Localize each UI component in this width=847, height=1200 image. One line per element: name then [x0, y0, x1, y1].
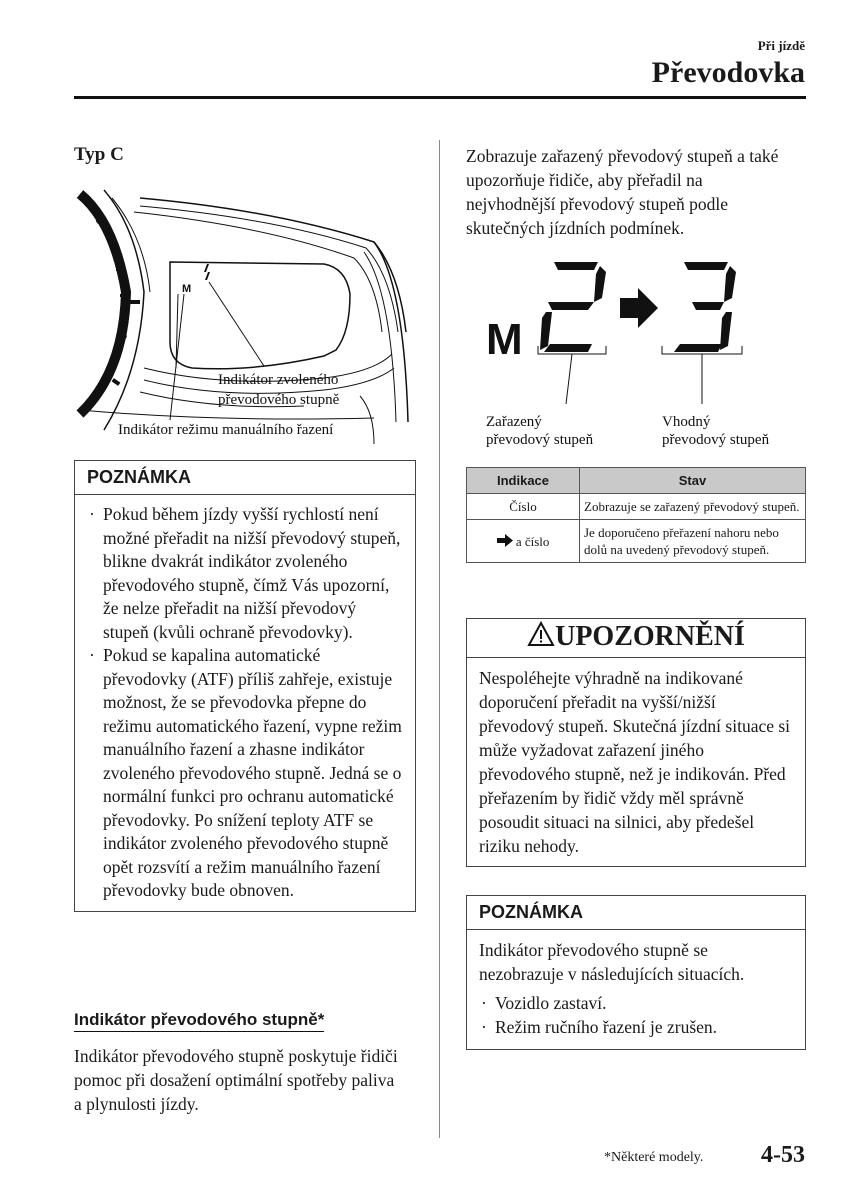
display-mode-letter: M	[486, 315, 523, 364]
note-item: · Pokud během jízdy vyšší rychlostí není možné přeřadit na nižší převodový stupeň, blikne dvakrát indikátor zvoleného převodového stupně, čímž Vás upozorní, že nelze přeřadit na nižší převodový stupeň (kvůli ochraně převodovky).	[89, 503, 405, 644]
footnote: *Některé modely.	[604, 1150, 704, 1165]
table-cell-state: Zobrazuje se zařazený převodový stupeň.	[580, 494, 806, 520]
note-list	[75, 495, 415, 911]
table-header-indication: Indikace	[467, 468, 580, 494]
callout-gear-line2: převodového stupně	[218, 392, 340, 408]
label-current-gear	[486, 414, 594, 448]
column-divider	[439, 140, 440, 1138]
page-number: 4-53	[761, 1142, 805, 1168]
upshift-arrow-icon	[620, 288, 658, 328]
label-current-gear-line1: Zařazený	[486, 414, 542, 430]
caution-body: Nespoléhejte výhradně na indikované doporučení přeřadit na vyšší/nižší převodový stupeň. Skutečná jízdní situace si může vyžadovat zařazení jiného převodového stupně, než je indikován. Před přeřazením by řidič vždy měl správně posoudit situaci na silnici, aby předešel riziku nehody.	[479, 668, 791, 856]
caution-heading	[467, 619, 805, 658]
digit-brackets	[538, 346, 742, 404]
note2-item: · Vozidlo zastaví.	[481, 992, 795, 1016]
callout-gear-line1: Indikátor zvoleného	[218, 372, 339, 388]
digit-3	[674, 262, 736, 352]
table-cell-indication: Číslo	[467, 494, 580, 520]
caution-heading-text: UPOZORNĚNÍ	[555, 621, 745, 652]
gear-display-drawing	[466, 250, 806, 450]
page-title: Převodovka	[651, 56, 805, 89]
instrument-cluster-illustration	[74, 182, 414, 444]
label-current-gear-line2: převodový stupeň	[486, 432, 594, 448]
indication-text: a číslo	[515, 533, 550, 549]
gear-display-illustration	[466, 250, 806, 450]
intro-paragraph: Zobrazuje zařazený převodový stupeň a také upozorňuje řidiče, aby přeřadil na nejvhodnější převodový stupeň podle skutečných jízdních podmínek.	[466, 146, 779, 238]
note-item: · Pokud se kapalina automatické převodovky (ATF) příliš zahřeje, existuje možnost, že se převodovka přepne do režimu automatického řazení, vypne režim manuálního řazení a zhasne indikátor zvoleného převodového stupně. Jedná se o normální funkci pro ochranu automatické převodovky. Po snížení teploty ATF se indikátor zvoleného převodového stupně opět rozsvítí a režim manuálního řazení převodovky bude obnoven.	[89, 644, 405, 903]
type-label: Typ C	[74, 144, 124, 165]
digit-2	[540, 262, 606, 352]
label-suggested-gear-line2: převodový stupeň	[662, 432, 770, 448]
caution-box	[466, 618, 806, 867]
gear-indicator-paragraph: Indikátor převodového stupně poskytuje řidiči pomoc při dosažení optimální spotřeby paliva a plynulosti jízdy.	[74, 1046, 398, 1114]
cluster-drawing	[74, 182, 414, 444]
note2-item: · Režim ručního řazení je zrušen.	[481, 1016, 795, 1040]
note2-intro: Indikátor převodového stupně se nezobrazuje v následujících situacích.	[479, 940, 745, 984]
header-rule	[74, 96, 806, 99]
table-row	[467, 520, 806, 563]
arrow-right-icon	[497, 534, 513, 547]
indication-table	[466, 467, 806, 563]
label-suggested-gear-line1: Vhodný	[662, 414, 711, 430]
note-box	[74, 460, 416, 912]
callout-manual-indicator: Indikátor režimu manuálního řazení	[118, 422, 334, 438]
note-heading: POZNÁMKA	[75, 461, 415, 495]
note2-heading: POZNÁMKA	[467, 896, 805, 930]
warning-triangle-icon	[527, 621, 555, 647]
table-row	[467, 494, 806, 520]
note-box-2	[466, 895, 806, 1050]
cluster-mode-letter: M	[182, 283, 192, 295]
table-cell-indication	[467, 520, 580, 563]
table-header-state: Stav	[580, 468, 806, 494]
note2-list	[467, 988, 805, 1049]
label-suggested-gear	[662, 414, 770, 448]
table-header-row	[467, 468, 806, 494]
table-cell-state: Je doporučeno přeřazení nahoru nebo dolů na uvedený převodový stupeň.	[580, 520, 806, 563]
section-label: Při jízdě	[757, 38, 805, 53]
gear-indicator-heading: Indikátor převodového stupně*	[74, 1010, 324, 1032]
